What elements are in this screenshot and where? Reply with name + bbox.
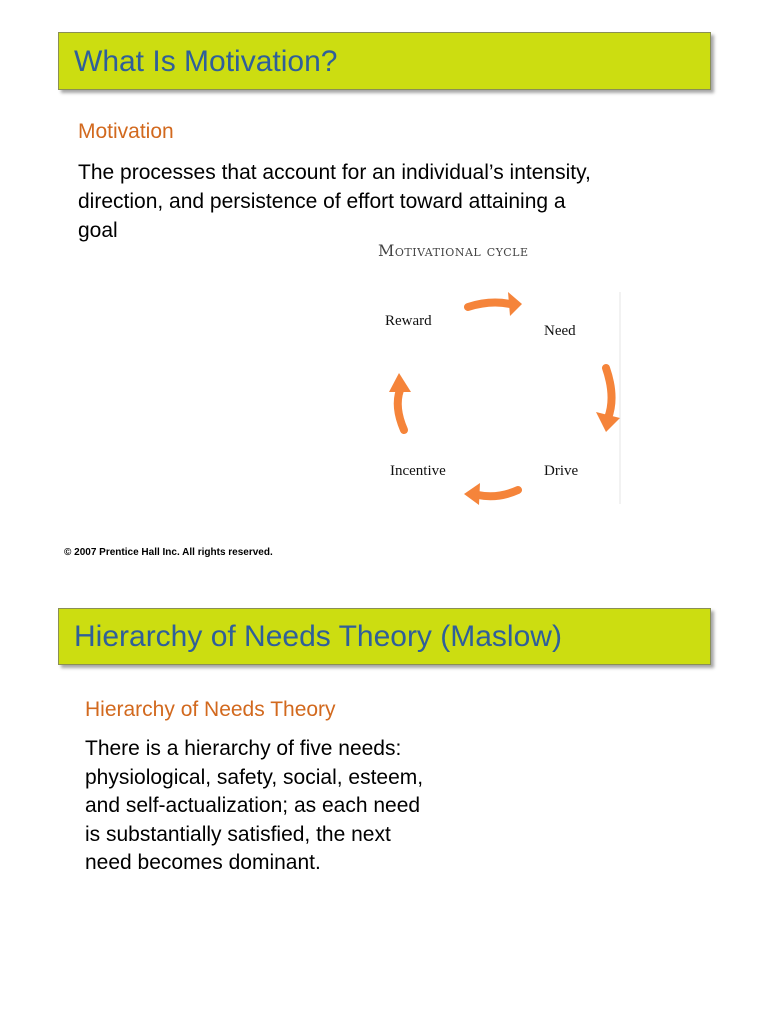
arrow-up-icon (389, 373, 411, 430)
body-text (85, 735, 423, 878)
slide-title: What Is Motivation? (74, 45, 338, 78)
body-line: direction, and persistence of effort toward attaining a (78, 190, 566, 213)
subheading: Motivation (78, 120, 174, 143)
body-line: is substantially satisfied, the next (85, 822, 391, 846)
subheading: Hierarchy of Needs Theory (85, 698, 336, 721)
slide-title: Hierarchy of Needs Theory (Maslow) (74, 620, 562, 653)
body-line: physiological, safety, social, esteem, (85, 765, 424, 789)
body-line: There is a hierarchy of five needs: (85, 737, 402, 760)
arrow-left-icon (464, 483, 518, 505)
body-line: The processes that account for an individual’s intensity, (78, 161, 591, 184)
body-line: goal (78, 219, 118, 242)
body-line: need becomes dominant. (85, 851, 321, 874)
label-drive: Drive (544, 463, 579, 479)
body-line: and self-actualization; as each need (85, 794, 421, 817)
label-reward: Reward (385, 313, 432, 329)
motivational-cycle-diagram (370, 232, 640, 517)
arrow-down-icon (596, 368, 620, 432)
diagram-title: Motivational cycle (378, 241, 529, 260)
label-incentive: Incentive (390, 463, 446, 479)
copyright-notice: © 2007 Prentice Hall Inc. All rights reserved. (64, 547, 273, 558)
arrow-right-icon (468, 292, 522, 316)
label-need: Need (544, 323, 576, 339)
